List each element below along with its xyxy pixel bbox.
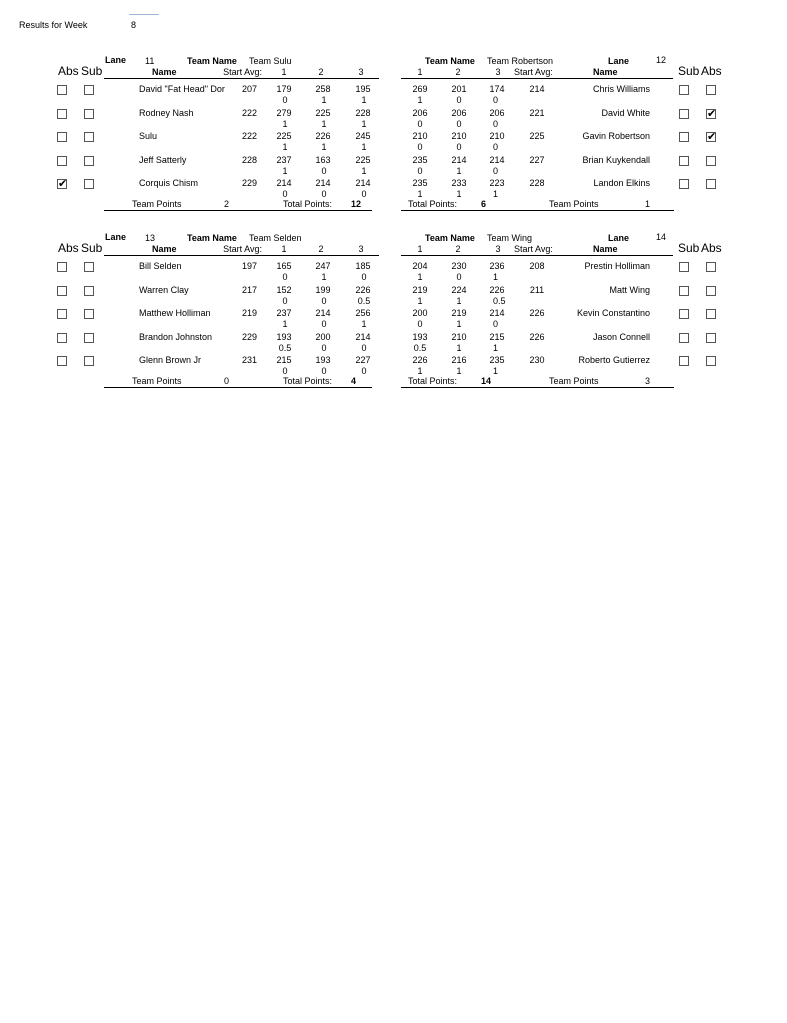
game-2-score: 216: [451, 355, 467, 365]
player-name: David "Fat Head" Dor: [139, 84, 225, 94]
absent-checkbox[interactable]: [706, 85, 716, 95]
game-1-points: 1: [417, 295, 423, 306]
team-points-label: Team Points: [132, 199, 182, 209]
game-2-score: 206: [451, 107, 467, 118]
game-2-score: 163: [315, 154, 331, 165]
game-2-score: 193: [315, 355, 331, 365]
absent-checkbox[interactable]: [706, 132, 716, 142]
footer-underline: [401, 387, 674, 388]
absent-checkbox[interactable]: [706, 179, 716, 189]
start-avg-header: Start Avg:: [514, 244, 553, 254]
game-2-points: 0: [456, 272, 462, 282]
sub-checkbox[interactable]: [679, 132, 689, 142]
game-1-points: 1: [282, 142, 288, 152]
player-name: Landon Elkins: [593, 178, 650, 188]
game-1-score: 279: [276, 107, 292, 118]
game-3-score: 245: [355, 131, 371, 141]
game-2-points: 0: [321, 189, 327, 199]
sub-header: Sub: [678, 64, 700, 78]
player-name: Brian Kuykendall: [582, 154, 650, 165]
player-name: Kevin Constantino: [576, 308, 650, 318]
player-name: Chris Williams: [593, 84, 650, 94]
footer-underline: [104, 387, 372, 388]
sub-checkbox[interactable]: [679, 85, 689, 95]
game-3-score: 223: [489, 178, 505, 188]
team-name: Team Wing: [487, 233, 533, 243]
absent-checkbox[interactable]: [57, 262, 67, 272]
total-points-label: Total Points:: [408, 376, 458, 386]
game-1-score: 269: [412, 84, 428, 94]
sub-checkbox[interactable]: [679, 156, 689, 166]
start-avg: 229: [241, 331, 257, 342]
game-3-points: 0: [493, 142, 499, 152]
player-name: Corquis Chism: [139, 178, 199, 188]
game-2-score: 219: [451, 308, 467, 318]
game-1-points: 0: [417, 165, 423, 176]
game-3-score: 256: [355, 308, 371, 318]
game-2-score: 214: [315, 178, 331, 188]
game-1-points: 0: [417, 142, 423, 152]
game-1-points: 1: [282, 118, 288, 129]
game-3-points: 0: [493, 118, 499, 129]
total-points-label: Total Points:: [283, 199, 333, 209]
total-points-value: 6: [481, 199, 487, 209]
start-avg: 221: [529, 107, 545, 118]
game-2-points: 0: [321, 366, 327, 376]
absent-checkbox[interactable]: [706, 333, 716, 343]
start-avg: 227: [529, 154, 545, 165]
game-2-score: 210: [451, 331, 467, 342]
start-avg: 228: [241, 154, 257, 165]
game-1-points: 1: [417, 272, 423, 282]
start-avg: 226: [529, 308, 545, 318]
team-name-label: Team Name: [187, 56, 237, 66]
start-avg: 225: [529, 131, 545, 141]
game-3-score: 235: [489, 355, 505, 365]
game-2-header: 2: [455, 244, 461, 254]
game-3-score: 214: [355, 178, 371, 188]
team-name-label: Team Name: [187, 233, 237, 243]
game-3-score: 214: [355, 331, 371, 342]
team-points-value: 2: [224, 199, 230, 209]
game-2-score: 210: [451, 131, 467, 141]
game-1-points: 0: [282, 272, 288, 282]
game-3-score: 206: [489, 107, 505, 118]
game-3-score: 226: [489, 284, 505, 295]
abs-header: Abs: [701, 241, 722, 255]
abs-header: Abs: [58, 64, 79, 78]
sub-header: Sub: [81, 64, 103, 78]
game-1-score: 225: [276, 131, 292, 141]
start-avg: 226: [529, 331, 545, 342]
game-3-points: 1: [361, 142, 367, 152]
header-underline: [401, 78, 673, 79]
game-3-header: 3: [495, 67, 501, 77]
lane-label: Lane: [105, 55, 127, 65]
game-3-score: 185: [355, 261, 371, 271]
game-3-points: 1: [361, 165, 367, 176]
game-1-points: 0: [282, 95, 288, 105]
game-1-points: 1: [417, 366, 423, 376]
player-name: Brandon Johnston: [139, 331, 213, 342]
lane-number: 11: [145, 56, 155, 66]
start-avg-header: Start Avg:: [223, 244, 262, 254]
start-avg: 222: [241, 107, 257, 118]
start-avg: 219: [241, 308, 257, 318]
game-1-score: 200: [412, 308, 428, 318]
name-header: Name: [593, 67, 618, 77]
team-name-label: Team Name: [425, 233, 475, 243]
game-1-score: 237: [276, 154, 292, 165]
footer-underline: [104, 210, 372, 211]
game-3-points: 0: [361, 272, 367, 282]
player-name: Bill Selden: [139, 261, 182, 271]
game-3-score: 214: [489, 308, 505, 318]
game-3-points: 0.5: [493, 295, 506, 306]
sub-checkbox[interactable]: [84, 286, 94, 296]
total-points-value: 12: [351, 199, 362, 209]
sub-checkbox[interactable]: [84, 309, 94, 319]
team-points-label: Team Points: [549, 376, 599, 386]
name-header: Name: [152, 244, 177, 254]
absent-checkbox[interactable]: [57, 286, 67, 296]
start-avg: 208: [529, 261, 545, 271]
sub-checkbox[interactable]: [84, 333, 94, 343]
lane-number: 14: [656, 232, 667, 242]
game-1-points: 0.5: [278, 342, 292, 353]
absent-checkbox[interactable]: [706, 286, 716, 296]
game-3-points: 0.5: [357, 295, 371, 306]
game-1-score: 152: [276, 284, 292, 295]
name-header: Name: [152, 67, 177, 77]
total-points-value: 14: [481, 376, 492, 386]
footer-underline: [401, 210, 674, 211]
game-3-score: 195: [355, 84, 371, 94]
game-1-header: 1: [417, 67, 423, 77]
absent-checkbox[interactable]: [706, 109, 716, 119]
game-1-score: 206: [412, 107, 428, 118]
team-name: Team Sulu: [249, 56, 292, 66]
lane-number: 12: [656, 55, 667, 65]
game-2-points: 1: [456, 165, 462, 176]
game-2-points: 0: [321, 319, 327, 329]
game-1-score: 235: [412, 154, 428, 165]
name-header: Name: [593, 244, 618, 254]
absent-checkbox[interactable]: [57, 132, 67, 142]
sub-checkbox[interactable]: [84, 132, 94, 142]
player-name: Matt Wing: [609, 284, 650, 295]
lane-label: Lane: [105, 232, 127, 242]
sub-checkbox[interactable]: [84, 109, 94, 119]
game-2-score: 226: [315, 131, 331, 141]
game-2-score: 247: [315, 261, 331, 271]
game-3-score: 225: [355, 154, 371, 165]
game-3-points: 1: [361, 319, 367, 329]
total-points-label: Total Points:: [408, 199, 458, 209]
game-1-score: 210: [412, 131, 428, 141]
start-avg: 229: [241, 178, 257, 188]
game-1-points: 0: [282, 295, 288, 306]
game-2-score: 233: [451, 178, 467, 188]
game-3-points: 0: [361, 189, 367, 199]
header-underline: [104, 78, 379, 79]
start-avg: 217: [241, 284, 257, 295]
game-3-score: 227: [355, 355, 371, 365]
player-name: Glenn Brown Jr: [139, 355, 202, 365]
start-avg: 207: [241, 84, 257, 94]
start-avg: 231: [241, 355, 257, 365]
team-name: Team Robertson: [487, 56, 554, 66]
sub-checkbox[interactable]: [84, 356, 94, 366]
player-name: Prestin Holliman: [584, 261, 650, 271]
game-1-score: 193: [276, 331, 292, 342]
abs-header: Abs: [58, 241, 79, 255]
lane-label: Lane: [608, 56, 630, 66]
game-3-score: 215: [489, 331, 505, 342]
start-avg: 228: [529, 178, 545, 188]
game-2-points: 1: [321, 142, 327, 152]
team-points-value: 0: [224, 376, 230, 386]
player-name: Rodney Nash: [139, 107, 194, 118]
game-1-score: 237: [276, 308, 292, 318]
game-1-score: 204: [412, 261, 428, 271]
player-name: Sulu: [139, 131, 158, 141]
game-3-header: 3: [358, 244, 364, 254]
player-name: Warren Clay: [139, 284, 189, 295]
team-points-value: 1: [645, 199, 651, 209]
sub-checkbox[interactable]: [84, 262, 94, 272]
sub-checkbox[interactable]: [679, 286, 689, 296]
game-2-points: 0: [321, 342, 327, 353]
game-3-header: 3: [358, 67, 364, 77]
game-2-points: 1: [321, 95, 327, 105]
game-3-points: 1: [493, 272, 499, 282]
player-name: Jason Connell: [592, 331, 650, 342]
player-name: Gavin Robertson: [582, 131, 650, 141]
week-label: Results for Week: [19, 20, 88, 30]
team-points-label: Team Points: [132, 376, 182, 386]
game-2-points: 1: [456, 189, 462, 199]
sub-checkbox[interactable]: [679, 109, 689, 119]
team-points-label: Team Points: [549, 199, 599, 209]
game-1-points: 0: [417, 118, 423, 129]
game-1-score: 193: [412, 331, 428, 342]
game-2-points: 1: [456, 342, 462, 353]
game-3-header: 3: [495, 244, 501, 254]
game-2-points: 1: [456, 295, 462, 306]
game-2-points: 0: [456, 95, 462, 105]
game-2-score: 214: [315, 308, 331, 318]
game-1-points: 0: [282, 366, 288, 376]
game-1-points: 1: [417, 189, 423, 199]
team-points-value: 3: [645, 376, 651, 386]
game-1-points: 1: [417, 95, 423, 105]
game-1-points: 1: [282, 319, 288, 329]
game-2-points: 1: [321, 118, 327, 129]
game-2-header: 2: [455, 67, 461, 77]
game-2-points: 1: [321, 272, 327, 282]
sub-checkbox[interactable]: [679, 262, 689, 272]
game-2-header: 2: [318, 244, 324, 254]
player-name: David White: [601, 107, 650, 118]
game-3-score: 236: [489, 261, 505, 271]
game-3-points: 0: [493, 319, 499, 329]
sub-checkbox[interactable]: [84, 85, 94, 95]
game-3-points: 1: [493, 366, 499, 376]
game-3-points: 1: [361, 95, 367, 105]
game-1-score: 214: [276, 178, 292, 188]
game-3-points: 0: [361, 366, 367, 376]
sub-checkbox[interactable]: [679, 333, 689, 343]
start-avg-header: Start Avg:: [223, 67, 262, 77]
lane-number: 13: [145, 233, 156, 243]
absent-checkbox[interactable]: [706, 356, 716, 366]
absent-checkbox[interactable]: [57, 333, 67, 343]
game-3-score: 210: [489, 131, 505, 141]
game-2-score: 225: [315, 107, 331, 118]
game-1-score: 179: [276, 84, 292, 94]
game-2-points: 1: [456, 366, 462, 376]
sub-header: Sub: [678, 241, 700, 255]
sub-header: Sub: [81, 241, 103, 255]
game-1-header: 1: [281, 244, 287, 254]
start-avg: 214: [529, 84, 545, 94]
game-2-score: 230: [451, 261, 467, 271]
absent-checkbox[interactable]: [706, 262, 716, 272]
game-3-score: 174: [489, 84, 505, 94]
team-name: Team Selden: [249, 233, 302, 243]
game-2-points: 0: [456, 118, 462, 129]
sub-checkbox[interactable]: [84, 179, 94, 189]
game-3-points: 0: [493, 165, 499, 176]
game-2-header: 2: [318, 67, 324, 77]
player-name: Jeff Satterly: [139, 154, 187, 165]
player-name: Roberto Gutierrez: [578, 355, 650, 365]
lane-label: Lane: [608, 233, 630, 243]
header-underline: [104, 255, 379, 256]
total-points-label: Total Points:: [283, 376, 333, 386]
game-2-score: 258: [315, 84, 331, 94]
game-1-score: 165: [276, 261, 292, 271]
game-1-points: 1: [282, 165, 288, 176]
sub-checkbox[interactable]: [679, 356, 689, 366]
start-avg: 211: [529, 284, 545, 295]
team-name-label: Team Name: [425, 56, 475, 66]
absent-checkbox[interactable]: [57, 309, 67, 319]
game-2-score: 199: [315, 284, 331, 295]
game-1-score: 215: [276, 355, 292, 365]
game-1-score: 226: [412, 355, 428, 365]
absent-checkbox[interactable]: [57, 156, 67, 166]
game-2-score: 200: [315, 331, 331, 342]
week-value[interactable]: 8: [131, 20, 137, 30]
sub-checkbox[interactable]: [679, 309, 689, 319]
start-avg-header: Start Avg:: [514, 67, 553, 77]
absent-checkbox[interactable]: [57, 85, 67, 95]
week-input-border: [129, 14, 159, 29]
header-underline: [401, 255, 673, 256]
start-avg: 222: [241, 131, 257, 141]
game-2-score: 214: [451, 154, 467, 165]
sub-checkbox[interactable]: [84, 156, 94, 166]
start-avg: 197: [241, 261, 257, 271]
absent-checkbox[interactable]: [57, 179, 67, 189]
game-2-score: 224: [451, 284, 467, 295]
abs-header: Abs: [701, 64, 722, 78]
game-2-score: 201: [451, 84, 467, 94]
game-3-score: 214: [489, 154, 505, 165]
game-1-score: 235: [412, 178, 428, 188]
game-2-points: 0: [321, 295, 327, 306]
game-3-points: 1: [493, 342, 499, 353]
absent-checkbox[interactable]: [57, 356, 67, 366]
game-2-points: 0: [456, 142, 462, 152]
game-3-points: 1: [493, 189, 499, 199]
game-3-points: 0: [493, 95, 499, 105]
game-3-score: 228: [355, 107, 371, 118]
game-1-points: 0.5: [413, 342, 427, 353]
start-avg: 230: [529, 355, 545, 365]
game-1-header: 1: [281, 67, 287, 77]
player-name: Matthew Holliman: [139, 308, 211, 318]
game-1-points: 0: [417, 319, 423, 329]
game-1-score: 219: [412, 284, 428, 295]
sub-checkbox[interactable]: [679, 179, 689, 189]
absent-checkbox[interactable]: [706, 156, 716, 166]
absent-checkbox[interactable]: [706, 309, 716, 319]
game-1-header: 1: [417, 244, 423, 254]
game-2-points: 1: [456, 319, 462, 329]
game-3-points: 1: [361, 118, 367, 129]
absent-checkbox[interactable]: [57, 109, 67, 119]
game-3-score: 226: [355, 284, 371, 295]
game-2-points: 0: [321, 165, 327, 176]
total-points-value: 4: [351, 376, 357, 386]
game-1-points: 0: [282, 189, 288, 199]
game-3-points: 0: [361, 342, 367, 353]
